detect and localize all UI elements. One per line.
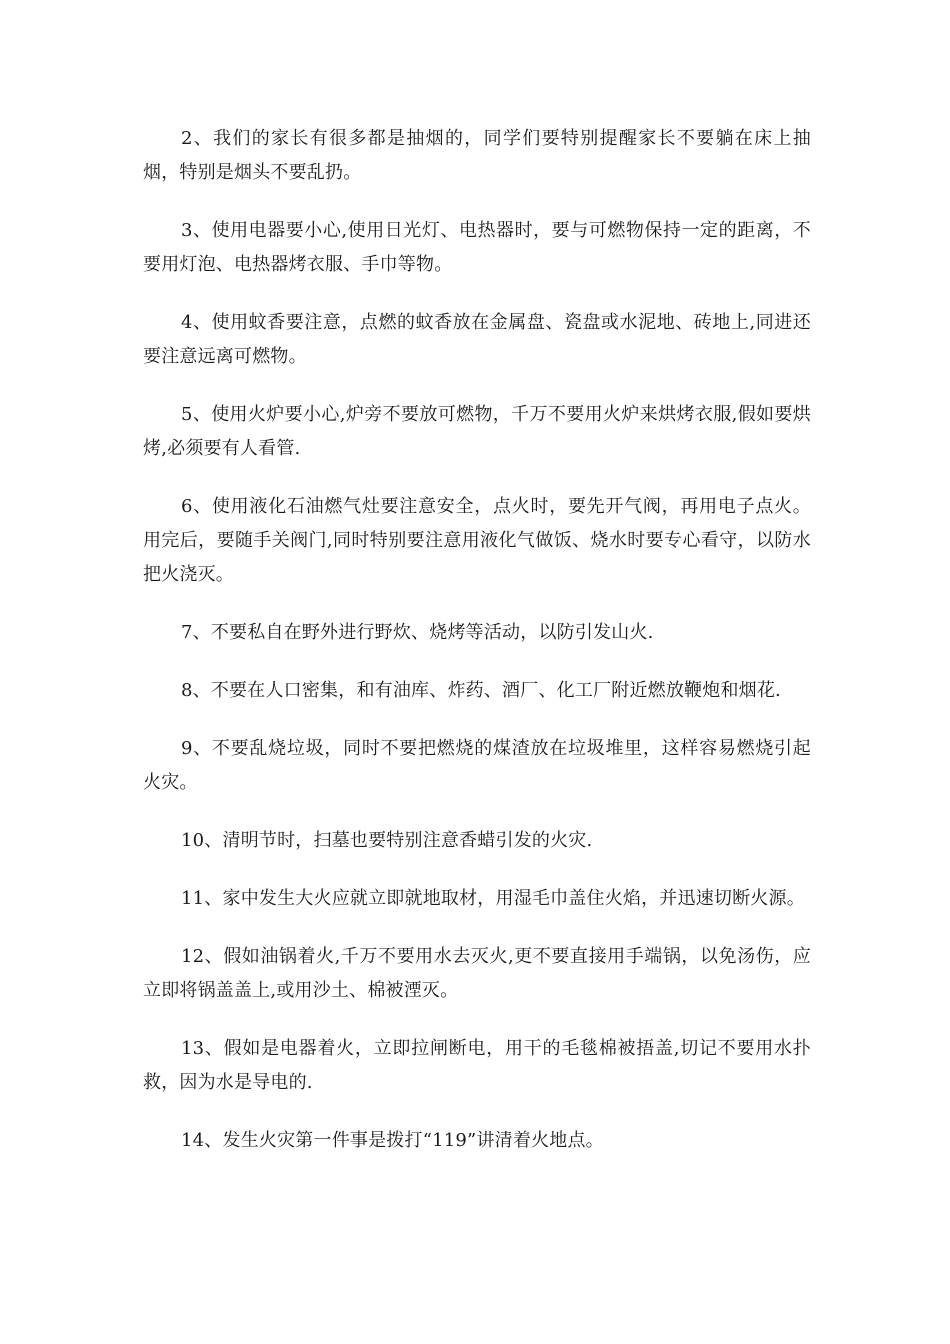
paragraph-6: 6、使用液化石油燃气灶要注意安全，点火时，要先开气阀，再用电子点火。用完后，要随手关阀门,同时特别要注意用液化气做饭、烧水时要专心看守，以防水把火浇灭。: [143, 496, 811, 585]
paragraph-9: 9、不要乱烧垃圾，同时不要把燃烧的煤渣放在垃圾堆里，这样容易燃烧引起火灾。: [143, 738, 811, 793]
paragraph-12: 12、假如油锅着火,千万不要用水去灭火,更不要直接用手端锅，以免汤伤，应立即将锅盖盖上,或用沙土、棉被湮灭。: [143, 946, 811, 1001]
paragraph-14: 14、发生火灾第一件事是拨打“119”讲清着火地点。: [181, 1130, 604, 1151]
paragraph-3: 3、使用电器要小心,使用日光灯、电热器时，要与可燃物保持一定的距离，不要用灯泡、电热器烤衣服、手巾等物。: [143, 220, 811, 275]
paragraph-8: 8、不要在人口密集，和有油库、炸药、酒厂、化工厂附近燃放鞭炮和烟花.: [181, 680, 781, 701]
paragraph-13: 13、假如是电器着火，立即拉闸断电，用干的毛毯棉被捂盖,切记不要用水扑救，因为水是导电的.: [143, 1038, 811, 1093]
paragraph-4: 4、使用蚊香要注意，点燃的蚊香放在金属盘、瓷盘或水泥地、砖地上,同进还要注意远离可燃物。: [143, 312, 811, 367]
paragraph-2: 2、我们的家长有很多都是抽烟的，同学们要特别提醒家长不要躺在床上抽烟，特别是烟头不要乱扔。: [143, 128, 811, 183]
paragraph-5: 5、使用火炉要小心,炉旁不要放可燃物，千万不要用火炉来烘烤衣服,假如要烘烤,必须要有人看管.: [143, 404, 811, 459]
paragraph-7: 7、不要私自在野外进行野炊、烧烤等活动，以防引发山火.: [181, 622, 654, 643]
document-body: [143, 122, 811, 1182]
paragraph-10: 10、清明节时，扫墓也要特别注意香蜡引发的火灾.: [181, 830, 593, 851]
paragraph-11: 11、家中发生大火应就立即就地取材，用湿毛巾盖住火焰，并迅速切断火源。: [181, 888, 805, 909]
